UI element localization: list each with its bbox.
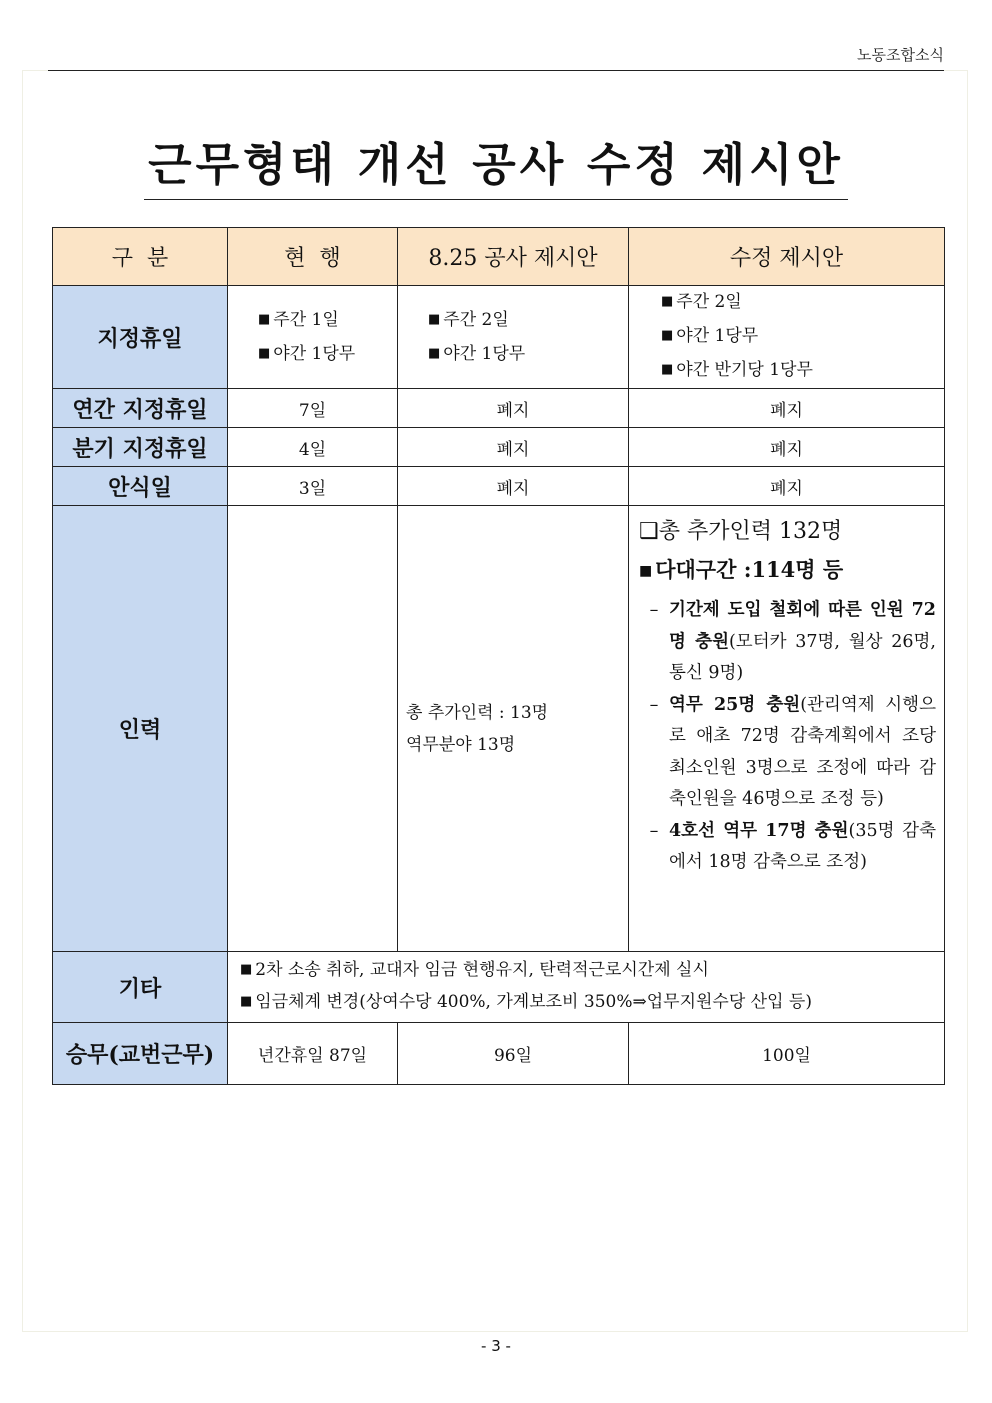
cell-proposal-825: 96일 <box>398 1023 629 1085</box>
revised-subtotal: ■ 다대구간 :114명 등 <box>639 557 844 582</box>
cell-revised: 폐지 <box>629 389 945 428</box>
cell-current: 7일 <box>228 389 398 428</box>
list-item: ■ 2차 소송 취하, 교대자 임금 현행유지, 탄력적근로시간제 실시 <box>240 960 709 980</box>
cell-revised: 폐지 <box>629 467 945 506</box>
item-text: (35명 감축에서 18명 감축으로 조정) <box>669 820 936 872</box>
bullet-square-icon: ■ <box>258 346 271 361</box>
cell-proposal-825: 폐지 <box>398 467 629 506</box>
dash-icon: – <box>649 694 659 715</box>
cell-revised <box>629 506 945 952</box>
list-item: ■ 야간 1당무 <box>661 326 759 346</box>
proposal-table <box>52 227 945 1085</box>
cell-current: 4일 <box>228 428 398 467</box>
item-bold-text: 기간제 도입 철회에 따른 인원 72명 충원 <box>669 600 936 652</box>
header-current: 현 행 <box>228 228 398 286</box>
bullet-square-icon: ■ <box>428 312 441 327</box>
row-label: 지정휴일 <box>53 286 228 389</box>
list-item <box>639 816 936 879</box>
cell-current: 3일 <box>228 467 398 506</box>
cell-current <box>228 506 398 952</box>
page-title <box>0 128 992 200</box>
item-bold-text: 역무 25명 충원 <box>669 694 801 715</box>
row-label: 인력 <box>53 506 228 952</box>
list-item <box>639 690 936 816</box>
bullet-square-icon: ■ <box>240 994 253 1009</box>
header-category: 구 분 <box>53 228 228 286</box>
row-label: 안식일 <box>53 467 228 506</box>
item-text: (모터카 37명, 월상 26명, 통신 9명) <box>669 631 936 683</box>
header-row <box>53 228 945 286</box>
row-label: 분기 지정휴일 <box>53 428 228 467</box>
cell-other <box>228 952 945 1023</box>
header-divider <box>48 70 944 71</box>
list-item: ■ 주간 2일 <box>661 292 742 312</box>
bullet-square-icon: ■ <box>661 294 674 309</box>
bullet-square-icon: ■ <box>661 362 674 377</box>
cell-revised: 100일 <box>629 1023 945 1085</box>
row-annual-holiday <box>53 389 945 428</box>
header-proposal-825: 8.25 공사 제시안 <box>398 228 629 286</box>
header-revised: 수정 제시안 <box>629 228 945 286</box>
proposal-total: 총 추가인력 : 13명 <box>406 702 549 723</box>
row-manpower <box>53 506 945 952</box>
cell-proposal-825: 폐지 <box>398 389 629 428</box>
list-item: ■ 야간 1당무 <box>258 344 356 364</box>
page-title-text: 근무형태 개선 공사 수정 제시안 <box>144 128 848 200</box>
cell-current: 년간휴일 87일 <box>228 1023 398 1085</box>
row-label: 승무(교번근무) <box>53 1023 228 1085</box>
proposal-detail: 역무분야 13명 <box>406 734 516 755</box>
cell-proposal-825 <box>398 286 629 389</box>
cell-proposal-825 <box>398 506 629 952</box>
revised-total: ❑총 추가인력 132명 <box>639 519 843 544</box>
dash-icon: – <box>649 600 659 620</box>
list-item: ■ 야간 반기당 1당무 <box>661 360 813 380</box>
row-rest-day <box>53 467 945 506</box>
section-label: 노동조합소식 <box>857 46 944 64</box>
list-item: ■ 주간 1일 <box>258 310 339 330</box>
list-item <box>639 595 936 690</box>
row-designated-holiday <box>53 286 945 389</box>
page-number: - 3 - <box>481 1337 511 1355</box>
bullet-square-icon: ■ <box>639 563 653 579</box>
cell-revised: 폐지 <box>629 428 945 467</box>
bullet-square-icon: ■ <box>428 346 441 361</box>
dash-icon: – <box>649 820 659 841</box>
row-shift-duty <box>53 1023 945 1085</box>
row-other <box>53 952 945 1023</box>
bullet-square-icon: ■ <box>258 312 271 327</box>
list-item: ■ 임금체계 변경(상여수당 400%, 가계보조비 350%⇒업무지원수당 산입 등) <box>240 992 812 1012</box>
bullet-square-icon: ■ <box>240 962 253 977</box>
list-item: ■ 주간 2일 <box>428 310 509 330</box>
list-item: ■ 야간 1당무 <box>428 344 526 364</box>
row-label: 연간 지정휴일 <box>53 389 228 428</box>
cell-current <box>228 286 398 389</box>
cell-revised <box>629 286 945 389</box>
item-text: (관리역제 시행으로 애초 72명 감축계획에서 조당 최소인원 3명으로 조정에 따라 감축인원을 46명으로 조정 등) <box>669 694 936 809</box>
cell-proposal-825: 폐지 <box>398 428 629 467</box>
bullet-square-icon: ■ <box>661 328 674 343</box>
row-quarter-holiday <box>53 428 945 467</box>
row-label: 기타 <box>53 952 228 1023</box>
item-bold-text: 4호선 역무 17명 충원 <box>669 820 849 841</box>
checkbox-square-icon: ❑ <box>639 519 659 544</box>
